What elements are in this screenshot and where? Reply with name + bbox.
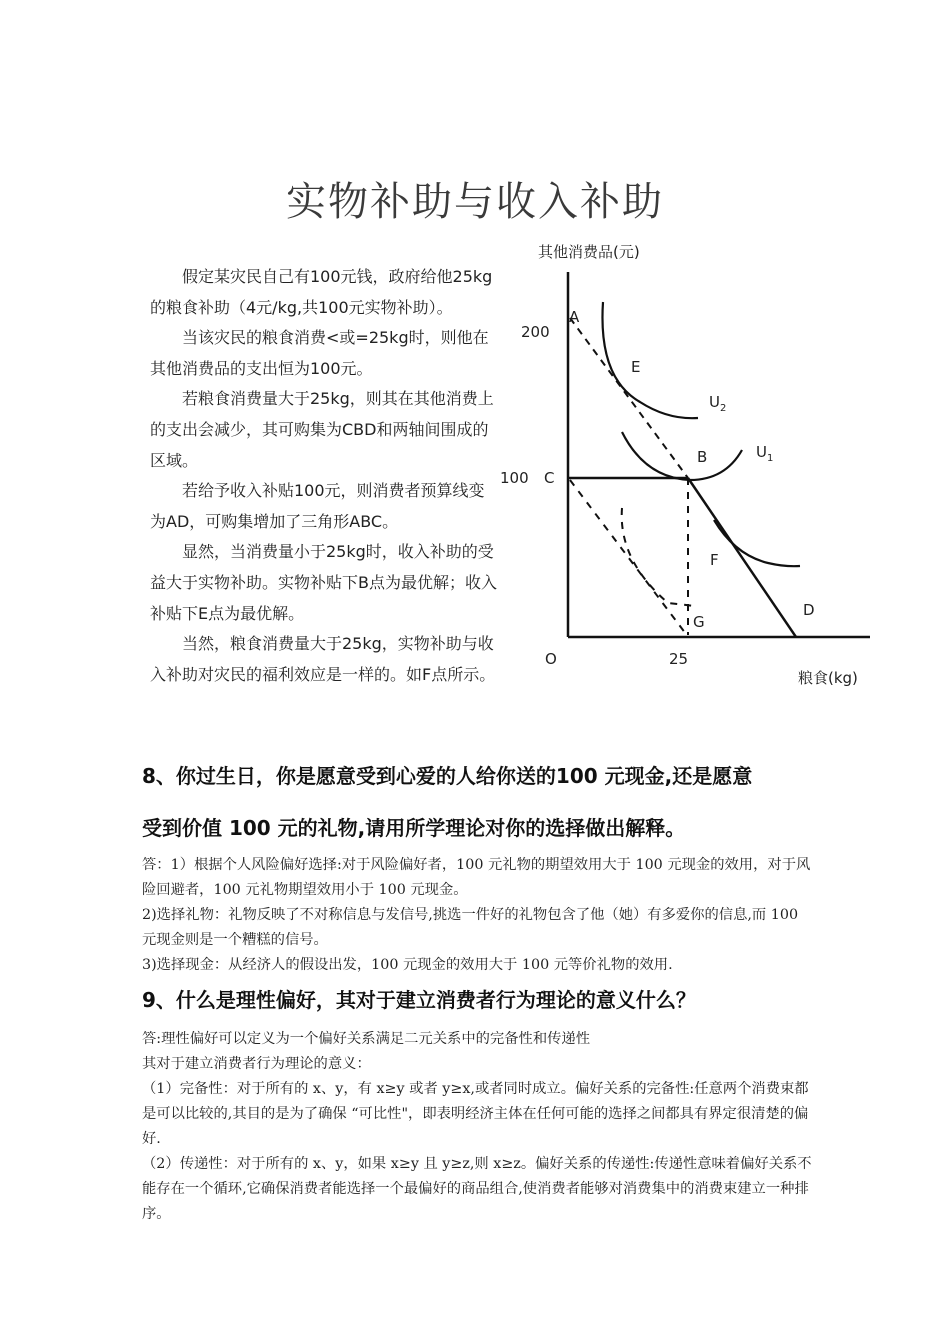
- slide-paragraph: 当然，粮食消费量大于25kg，实物补助与收入补助对灾民的福利效应是一样的。如F点所示。: [150, 634, 496, 684]
- answer-paragraph: （1）完备性：对于所有的 x、y，有 x≥y 或者 y≥x,或者同时成立。偏好关系的完备性:任意两个消费束都是可以比较的,其目的是为了确保 “可比性"，即表明经济主体在任何可能的选择之间都具有界定很清楚的偏好.: [142, 1081, 809, 1147]
- slide-paragraph: 若粮食消费量大于25kg，则其在其他消费上的支出会减少，其可购集为CBD和两轴间围成的区域。: [150, 389, 494, 470]
- curve-u2-label: [709, 393, 726, 414]
- point-C-label: C: [544, 469, 555, 487]
- origin-label: O: [545, 650, 557, 668]
- point-D-label: D: [803, 601, 815, 619]
- question-9-answer: [142, 1027, 812, 1227]
- answer-paragraph: 答:理性偏好可以定义为一个偏好关系满足二元关系中的完备性和传递性: [142, 1031, 591, 1047]
- point-E-label: E: [631, 358, 641, 376]
- slide-title: 实物补助与收入补助: [286, 179, 664, 225]
- dashed-line-CG: [570, 480, 686, 634]
- x-axis-label: 粮食(kg): [798, 669, 858, 687]
- slide-paragraph: 显然，当消费量小于25kg时，收入补助的受益大于实物补助。实物补贴下B点为最优解；收入补贴下E点为最优解。: [150, 542, 497, 623]
- question-8-answer: [142, 853, 812, 978]
- answer-paragraph: 3)选择现金：从经济人的假设出发，100 元现金的效用大于 100 元等价礼物的效用.: [142, 957, 673, 973]
- curve-u1-label: [756, 443, 773, 464]
- curve-u2-letter: U: [709, 393, 720, 411]
- answer-paragraph: 2)选择礼物：礼物反映了不对称信息与发信号,挑选一件好的礼物包含了他（她）有多爱你的信息,而 100 元现金则是一个糟糕的信号。: [142, 907, 799, 948]
- x-tick-25: 25: [669, 650, 689, 668]
- y-tick-100: 100: [500, 469, 529, 487]
- answer-paragraph: （2）传递性：对于所有的 x、y，如果 x≥y 且 y≥z,则 x≥z。偏好关系的传递性:传递性意味着偏好关系不能存在一个循环,它确保消费者能选择一个最偏好的商品组合,使消费者能够对消费集中的消费束建立一种排序。: [142, 1156, 812, 1222]
- answer-paragraph: 答：1）根据个人风险偏好选择:对于风险偏好者，100 元礼物的期望效用大于 100 元现金的效用，对于风险回避者，100 元礼物期望效用小于 100 元现金。: [142, 857, 811, 898]
- curve-u2-subscript: 2: [719, 403, 727, 414]
- question-8-title-line1: 8、你过生日，你是愿意受到心爱的人给你送的100 元现金,还是愿意: [142, 764, 753, 788]
- dashed-curve-to-G: [622, 508, 695, 606]
- y-tick-200: 200: [521, 323, 550, 341]
- question-8-title: [142, 750, 822, 854]
- answer-paragraph: 其对于建立消费者行为理论的意义：: [142, 1056, 371, 1072]
- point-G-label: G: [693, 613, 705, 631]
- y-axis-label: 其他消费品(元): [538, 243, 640, 261]
- budget-line-AB-dashed: [570, 318, 688, 478]
- slide-body-text: [150, 262, 500, 690]
- curve-u1-letter: U: [756, 443, 767, 461]
- slide-paragraph: 当该灾民的粮食消费<或=25kg时，则他在其他消费品的支出恒为100元。: [150, 328, 489, 378]
- point-F-label: F: [710, 551, 719, 569]
- question-8-title-line2: 受到价值 100 元的礼物,请用所学理论对你的选择做出解释。: [142, 816, 686, 840]
- question-9-title: [142, 974, 822, 1026]
- curve-u1-subscript: 1: [766, 453, 774, 464]
- indifference-curve-u1: [622, 432, 742, 480]
- question-9-title-line: 9、什么是理性偏好，其对于建立消费者行为理论的意义什么？: [142, 988, 696, 1012]
- point-B-label: B: [697, 448, 708, 466]
- indifference-curve-f: [714, 520, 800, 566]
- slide-paragraph: 若给予收入补贴100元，则消费者预算线变为AD，可购集增加了三角形ABC。: [150, 481, 485, 531]
- indifference-curve-u2: [602, 302, 698, 418]
- slide-paragraph: 假定某灾民自己有100元钱，政府给他25kg的粮食补助（4元/kg,共100元实物补助）。: [150, 267, 493, 317]
- point-A-label: A: [569, 308, 580, 326]
- subsidy-diagram: [490, 236, 890, 696]
